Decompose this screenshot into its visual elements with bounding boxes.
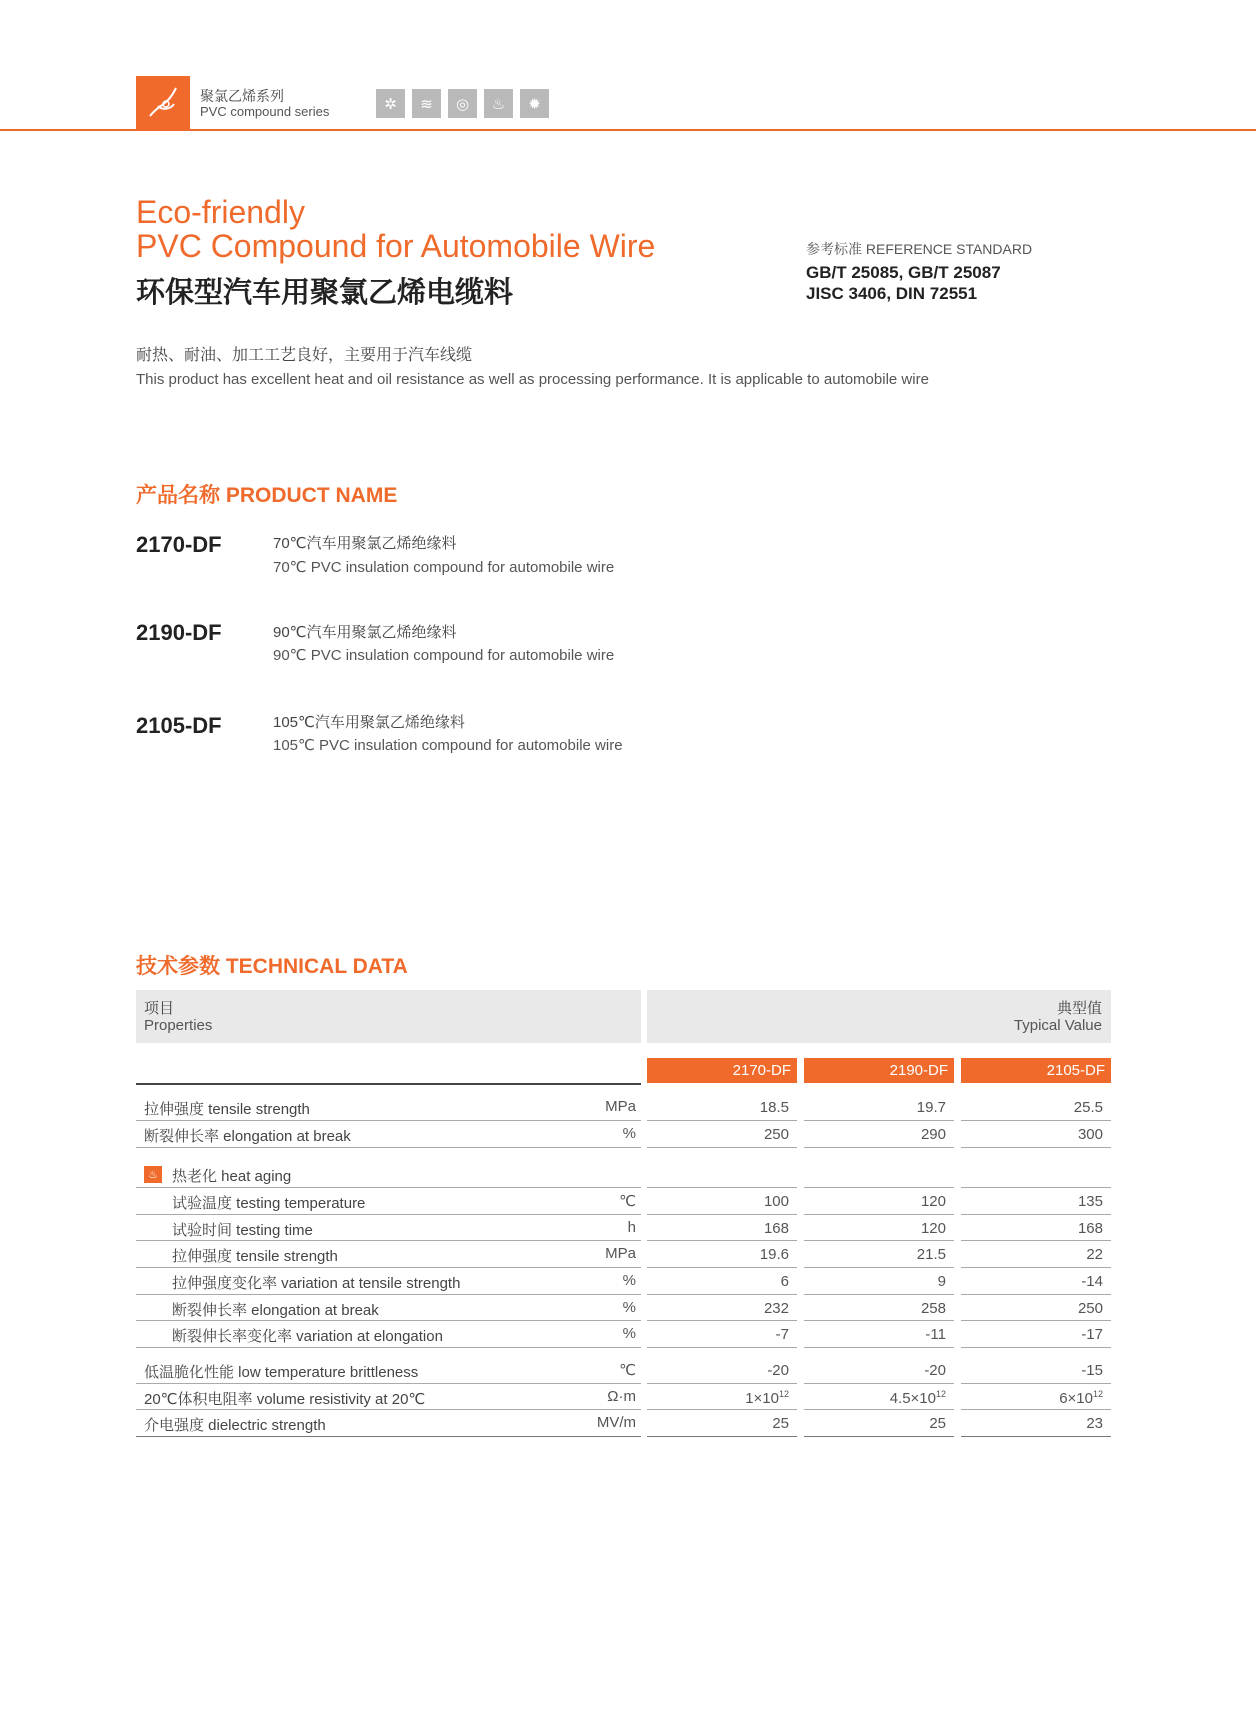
table-row-label: 拉伸强度 tensile strength bbox=[144, 1101, 310, 1118]
row-divider bbox=[136, 1409, 641, 1410]
reference-standard-line1: GB/T 25085, GB/T 25087 bbox=[806, 263, 1001, 282]
typical-value-header-zh: 典型值 bbox=[1056, 1000, 1102, 1017]
table-cell-value bbox=[963, 1389, 1103, 1407]
cable-icon: ≋ bbox=[412, 89, 441, 118]
table-row-label: 拉伸强度 tensile strength bbox=[172, 1248, 338, 1265]
row-divider bbox=[136, 1383, 641, 1384]
description-en: This product has excellent heat and oil resistance as well as processing performance. It is applicable to automobile wire bbox=[136, 371, 929, 388]
table-cell-value: 23 bbox=[1086, 1415, 1103, 1432]
table-cell-value: 25 bbox=[772, 1415, 789, 1432]
row-divider bbox=[136, 1267, 641, 1268]
table-cell-value: -17 bbox=[1081, 1326, 1103, 1343]
table-cell-value: 19.7 bbox=[916, 1099, 946, 1116]
faucet-icon: ♨ bbox=[484, 89, 513, 118]
product-desc-en: 90℃ PVC insulation compound for automobile wire bbox=[273, 647, 615, 664]
row-divider bbox=[804, 1409, 954, 1410]
table-row-unit: ℃ bbox=[619, 1362, 636, 1379]
table-cell-value: -20 bbox=[767, 1362, 789, 1379]
row-divider bbox=[804, 1120, 954, 1121]
hand-logo-icon bbox=[136, 76, 190, 130]
heat-aging-label: 热老化 heat aging bbox=[172, 1168, 292, 1185]
page-title-en-line1: Eco-friendly bbox=[136, 194, 305, 230]
row-divider bbox=[804, 1240, 954, 1241]
properties-header-en: Properties bbox=[144, 1017, 213, 1034]
row-divider bbox=[961, 1409, 1111, 1410]
table-cell-value: -20 bbox=[924, 1362, 946, 1379]
row-divider bbox=[804, 1147, 954, 1148]
row-divider bbox=[647, 1383, 797, 1384]
table-row-label: 断裂伸长率变化率 variation at elongation bbox=[172, 1328, 443, 1345]
table-row-label: 介电强度 dielectric strength bbox=[144, 1417, 326, 1434]
table-row-label: 试验时间 testing time bbox=[172, 1222, 313, 1239]
table-cell-value: 6 bbox=[780, 1273, 789, 1290]
value-exponent: 12 bbox=[1092, 1389, 1103, 1399]
row-divider bbox=[961, 1214, 1111, 1215]
product-desc-en: 70℃ PVC insulation compound for automobile wire bbox=[273, 559, 615, 576]
row-divider bbox=[647, 1436, 797, 1437]
table-cell-value: 120 bbox=[920, 1193, 946, 1210]
table-cell-value bbox=[806, 1389, 946, 1407]
table-row-unit: MPa bbox=[605, 1245, 636, 1262]
table-cell-value: 120 bbox=[920, 1220, 946, 1237]
table-row-label: 拉伸强度变化率 variation at tensile strength bbox=[172, 1275, 461, 1292]
table-cell-value: 168 bbox=[763, 1220, 789, 1237]
value-exponent: 12 bbox=[778, 1389, 789, 1399]
table-row-unit: h bbox=[627, 1219, 636, 1236]
typical-value-header-en: Typical Value bbox=[1013, 1017, 1102, 1034]
row-divider bbox=[804, 1187, 954, 1188]
row-divider bbox=[647, 1320, 797, 1321]
page-title-zh: 环保型汽车用聚氯乙烯电缆料 bbox=[136, 277, 514, 309]
row-divider bbox=[136, 1294, 641, 1295]
table-cell-value: 168 bbox=[1077, 1220, 1103, 1237]
product-code: 2105-DF bbox=[136, 713, 222, 738]
value-base: 4.5×10 bbox=[889, 1390, 936, 1407]
table-cell-value: -7 bbox=[775, 1326, 789, 1343]
row-divider bbox=[804, 1214, 954, 1215]
row-divider bbox=[647, 1214, 797, 1215]
series-name-en: PVC compound series bbox=[200, 104, 330, 119]
row-divider bbox=[136, 1147, 641, 1148]
atom-icon: ✲ bbox=[376, 89, 405, 118]
table-row-unit: Ω·m bbox=[607, 1388, 636, 1405]
row-divider bbox=[804, 1320, 954, 1321]
series-logo bbox=[136, 76, 190, 130]
column-header-2190-df: 2190-DF bbox=[804, 1058, 954, 1083]
table-cell-value: 21.5 bbox=[916, 1246, 946, 1263]
row-divider bbox=[961, 1320, 1111, 1321]
row-divider bbox=[961, 1267, 1111, 1268]
table-cell-value: 25 bbox=[929, 1415, 946, 1432]
table-row-label: 低温脆化性能 low temperature brittleness bbox=[144, 1364, 419, 1381]
reference-standard-label: 参考标准 REFERENCE STANDARD bbox=[806, 241, 1033, 257]
table-row-unit: % bbox=[622, 1272, 636, 1289]
table-cell-value: 100 bbox=[763, 1193, 789, 1210]
table-row-unit: MPa bbox=[605, 1098, 636, 1115]
table-cell-value: 25.5 bbox=[1073, 1099, 1103, 1116]
row-divider bbox=[961, 1436, 1111, 1437]
row-divider bbox=[961, 1147, 1111, 1148]
table-cell-value: 19.6 bbox=[759, 1246, 789, 1263]
table-cell-value: -15 bbox=[1081, 1362, 1103, 1379]
series-icon-strip bbox=[376, 89, 549, 118]
row-divider bbox=[136, 1320, 641, 1321]
product-desc-zh: 105℃汽车用聚氯乙烯绝缘料 bbox=[273, 714, 465, 731]
row-divider bbox=[647, 1120, 797, 1121]
product-desc-zh: 90℃汽车用聚氯乙烯绝缘料 bbox=[273, 624, 457, 641]
row-divider bbox=[136, 1120, 641, 1121]
row-divider bbox=[647, 1147, 797, 1148]
table-cell-value: 258 bbox=[920, 1300, 946, 1317]
row-divider bbox=[804, 1383, 954, 1384]
row-divider bbox=[961, 1383, 1111, 1384]
technical-data-heading: 技术参数 TECHNICAL DATA bbox=[136, 955, 408, 978]
reference-standard-line2: JISC 3406, DIN 72551 bbox=[806, 284, 978, 303]
row-divider bbox=[804, 1347, 954, 1348]
row-divider bbox=[647, 1240, 797, 1241]
row-divider bbox=[961, 1187, 1111, 1188]
table-row-unit: % bbox=[622, 1125, 636, 1142]
table-row-unit: ℃ bbox=[619, 1193, 636, 1210]
row-divider bbox=[961, 1294, 1111, 1295]
row-divider bbox=[961, 1120, 1111, 1121]
value-exponent: 12 bbox=[935, 1389, 946, 1399]
row-divider bbox=[647, 1187, 797, 1188]
table-cell-value: 290 bbox=[920, 1126, 946, 1143]
row-divider bbox=[647, 1347, 797, 1348]
row-divider bbox=[136, 1436, 641, 1437]
product-name-heading: 产品名称 PRODUCT NAME bbox=[136, 484, 398, 507]
row-divider bbox=[136, 1187, 641, 1188]
table-cell-value bbox=[649, 1389, 789, 1407]
heat-icon: ♨ bbox=[144, 1166, 162, 1183]
table-cell-value: -11 bbox=[925, 1326, 946, 1343]
page-title-en-line2: PVC Compound for Automobile Wire bbox=[136, 228, 656, 264]
table-cell-value: 22 bbox=[1086, 1246, 1103, 1263]
row-divider bbox=[804, 1294, 954, 1295]
row-divider bbox=[804, 1436, 954, 1437]
product-code: 2190-DF bbox=[136, 620, 222, 645]
row-divider bbox=[647, 1294, 797, 1295]
row-divider bbox=[136, 1214, 641, 1215]
product-desc-en: 105℃ PVC insulation compound for automobile wire bbox=[273, 737, 623, 754]
table-header-rule bbox=[136, 1083, 641, 1085]
table-row-unit: % bbox=[622, 1299, 636, 1316]
row-divider bbox=[647, 1267, 797, 1268]
table-row-label: 20℃体积电阻率 volume resistivity at 20℃ bbox=[144, 1391, 426, 1408]
table-row-label: 断裂伸长率 elongation at break bbox=[172, 1302, 379, 1319]
table-cell-value: 232 bbox=[763, 1300, 789, 1317]
row-divider bbox=[647, 1409, 797, 1410]
description-zh: 耐热、耐油、加工工艺良好，主要用于汽车线缆 bbox=[136, 347, 473, 364]
ball-icon: ◎ bbox=[448, 89, 477, 118]
table-cell-value: 300 bbox=[1077, 1126, 1103, 1143]
properties-header-zh: 项目 bbox=[144, 1000, 175, 1017]
table-cell-value: 135 bbox=[1077, 1193, 1103, 1210]
row-divider bbox=[961, 1240, 1111, 1241]
table-row-label: 试验温度 testing temperature bbox=[172, 1195, 366, 1212]
row-divider bbox=[961, 1347, 1111, 1348]
table-cell-value: 9 bbox=[937, 1273, 946, 1290]
row-divider bbox=[136, 1347, 641, 1348]
table-row-unit: % bbox=[622, 1325, 636, 1342]
column-header-2170-df: 2170-DF bbox=[647, 1058, 797, 1083]
row-divider bbox=[804, 1267, 954, 1268]
table-row-unit: MV/m bbox=[596, 1414, 636, 1431]
table-cell-value: 18.5 bbox=[759, 1099, 789, 1116]
column-header-2105-df: 2105-DF bbox=[961, 1058, 1111, 1083]
table-cell-value: -14 bbox=[1081, 1273, 1103, 1290]
gear-icon: ✹ bbox=[520, 89, 549, 118]
value-base: 6×10 bbox=[1059, 1390, 1093, 1407]
product-code: 2170-DF bbox=[136, 532, 222, 557]
series-name-zh: 聚氯乙烯系列 bbox=[200, 88, 284, 104]
table-row-label: 断裂伸长率 elongation at break bbox=[144, 1128, 351, 1145]
row-divider bbox=[136, 1240, 641, 1241]
product-desc-zh: 70℃汽车用聚氯乙烯绝缘料 bbox=[273, 535, 457, 552]
value-base: 1×10 bbox=[745, 1390, 779, 1407]
table-cell-value: 250 bbox=[763, 1126, 789, 1143]
table-cell-value: 250 bbox=[1077, 1300, 1103, 1317]
